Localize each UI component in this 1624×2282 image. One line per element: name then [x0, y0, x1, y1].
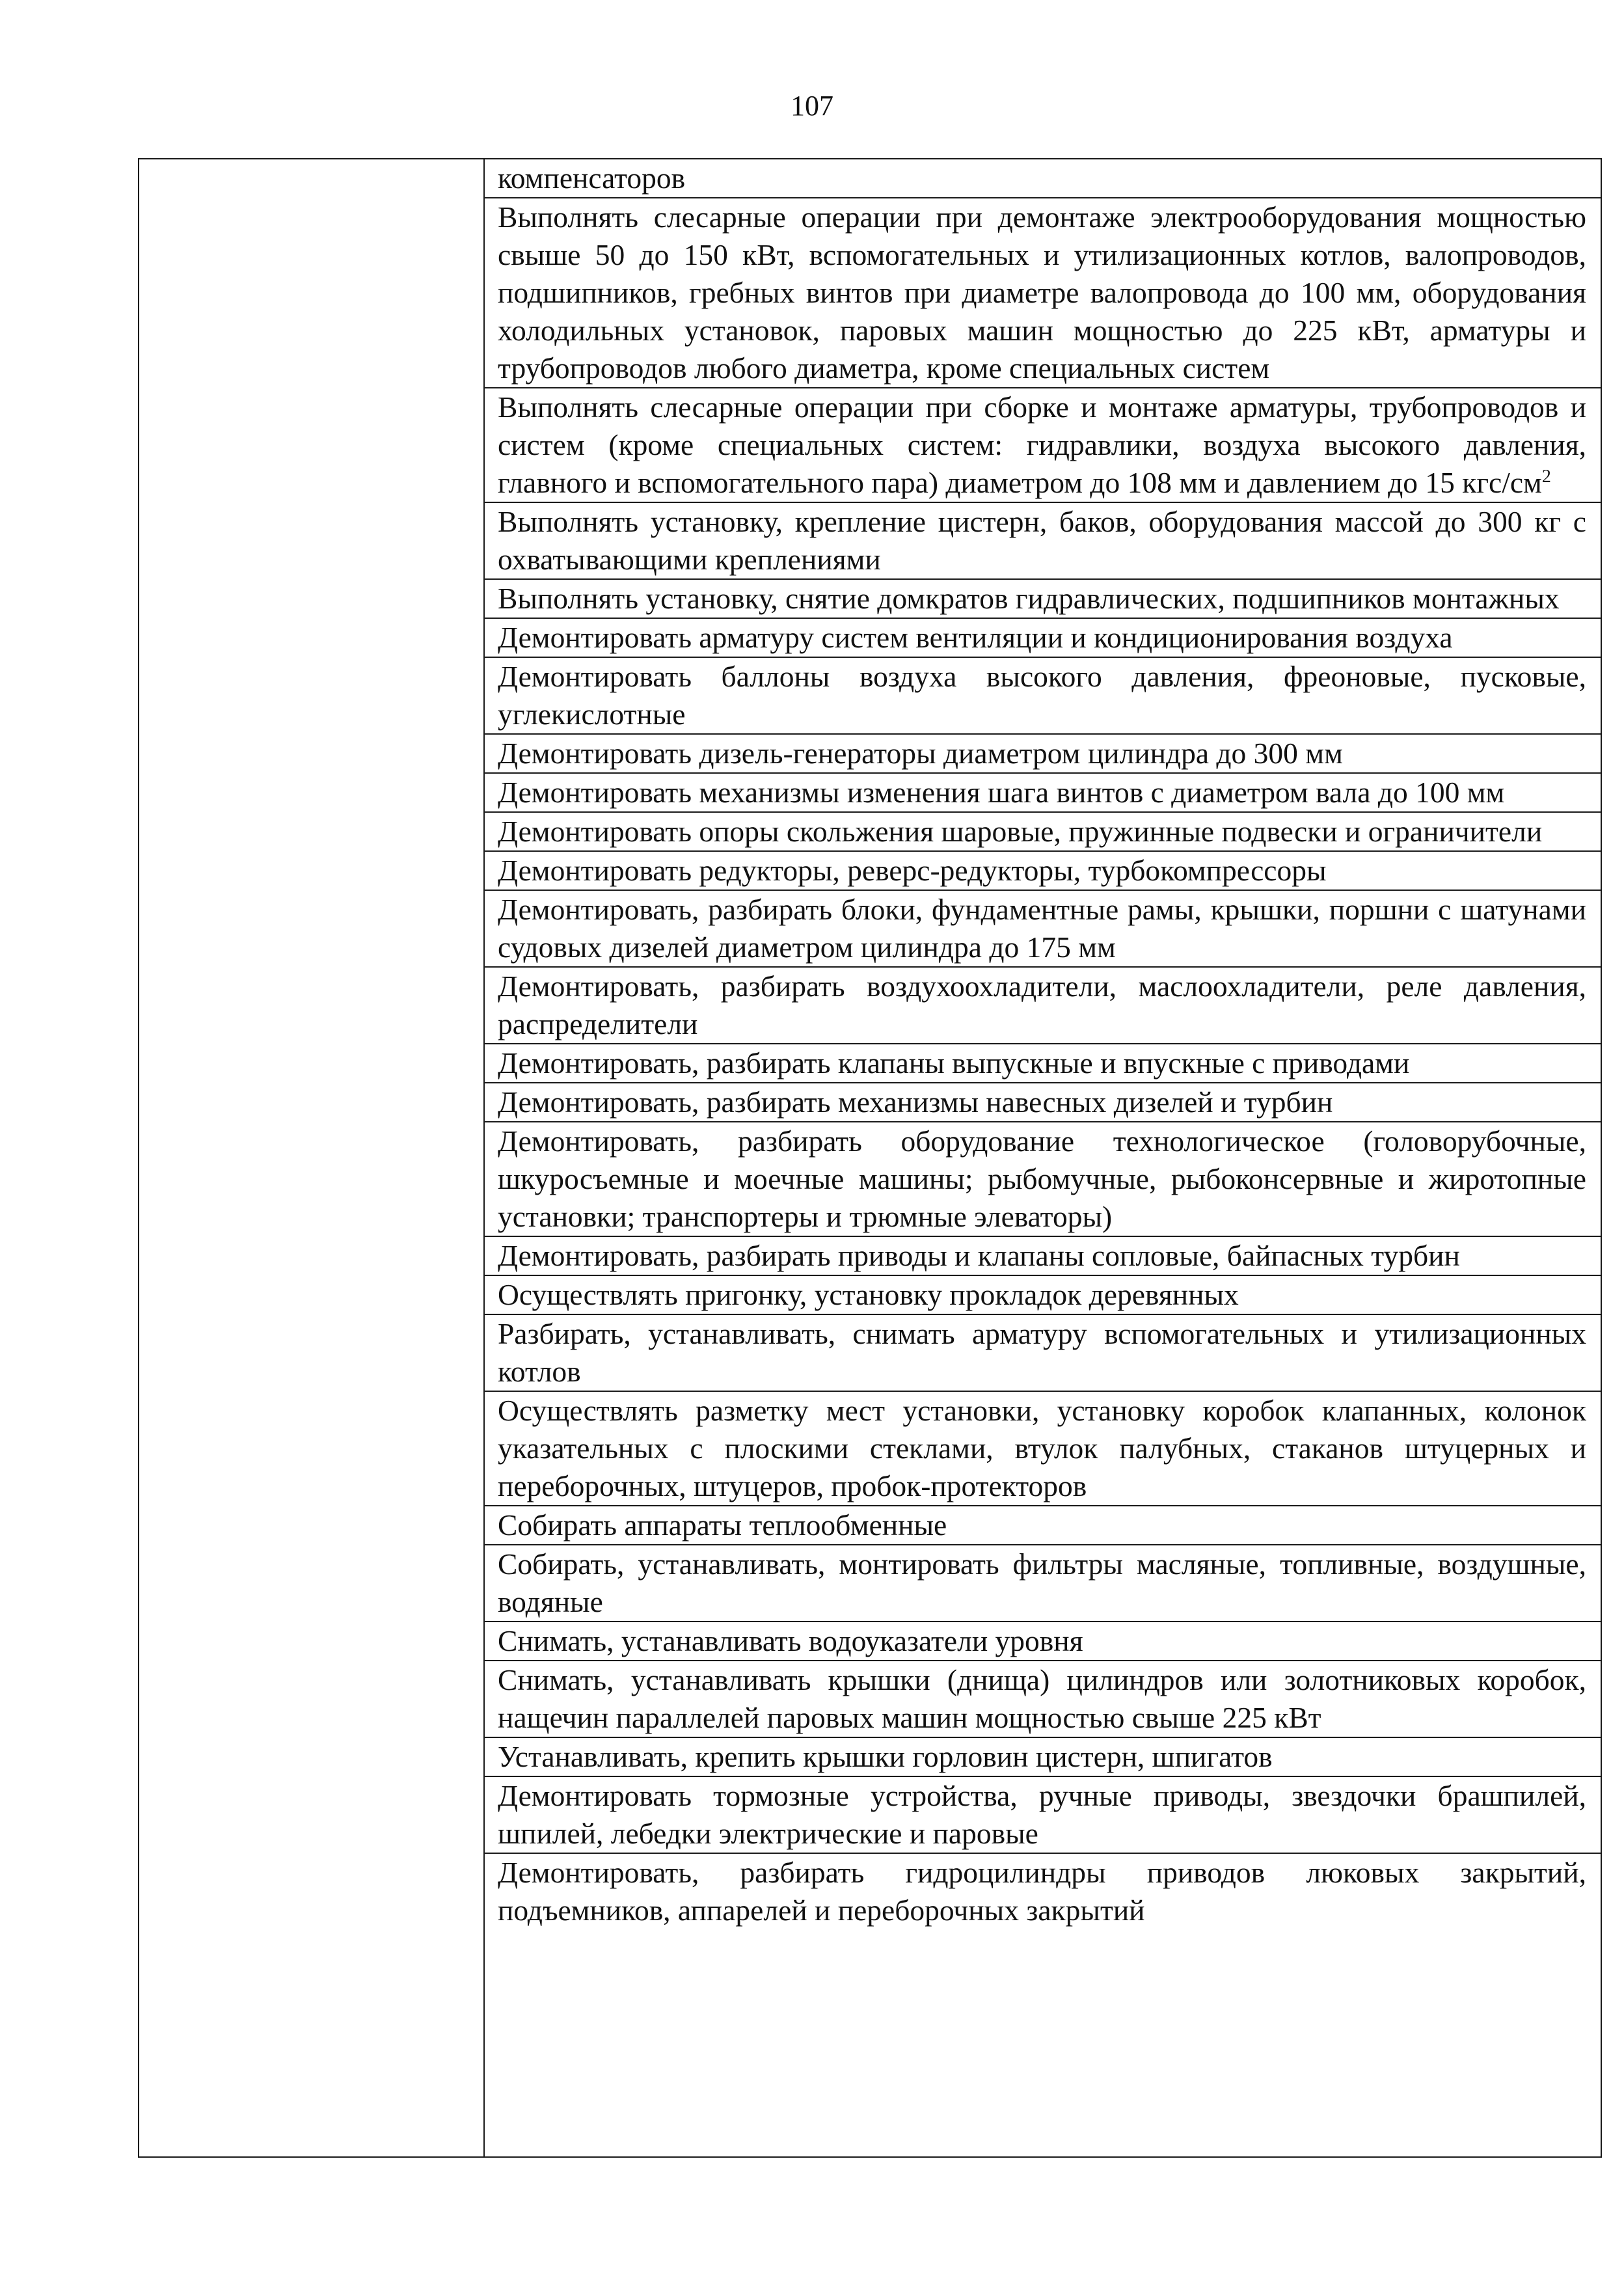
list-item: Собирать, устанавливать, монтировать фильтры масляные, топливные, воздушные, водяные — [485, 1545, 1601, 1622]
list-item: Демонтировать дизель-генераторы диаметром цилиндра до 300 мм — [485, 735, 1601, 774]
superscript: 2 — [1541, 466, 1551, 487]
list-item: Демонтировать, разбирать приводы и клапаны сопловые, байпасных турбин — [485, 1237, 1601, 1276]
work-items-table — [138, 158, 1602, 2158]
list-item: Выполнять установку, снятие домкратов гидравлических, подшипников монтажных — [485, 580, 1601, 619]
list-item: Демонтировать механизмы изменения шага винтов с диаметром вала до 100 мм — [485, 774, 1601, 813]
list-item: Демонтировать редукторы, реверс-редукторы, турбокомпрессоры — [485, 852, 1601, 891]
list-item: Демонтировать опоры скольжения шаровые, пружинные подвески и ограничители — [485, 813, 1601, 852]
page-number: 107 — [791, 90, 833, 122]
empty-left-cell — [139, 159, 484, 2157]
list-item: Выполнять установку, крепление цистерн, баков, оборудования массой до 300 кг с охватывающими креплениями — [485, 503, 1601, 580]
list-item: Демонтировать баллоны воздуха высокого давления, фреоновые, пусковые, углекислотные — [485, 658, 1601, 735]
list-item — [485, 388, 1601, 503]
list-item: Демонтировать, разбирать воздухоохладители, маслоохладители, реле давления, распределители — [485, 968, 1601, 1044]
item-list — [485, 159, 1601, 2156]
list-item: Устанавливать, крепить крышки горловин цистерн, шпигатов — [485, 1738, 1601, 1777]
table-row — [139, 159, 1601, 2157]
list-item: Демонтировать арматуру систем вентиляции и кондиционирования воздуха — [485, 619, 1601, 658]
list-item: Выполнять слесарные операции при демонтаже электрооборудования мощностью свыше 50 до 150 кВт, вспомогательных и утилизационных котлов, валопроводов, подшипников, гребных винтов при диаметре валопровода до 100 мм, оборудования холодильных установок, паровых машин мощностью до 225 кВт, арматуры и трубопроводов любого диаметра, кроме специальных систем — [485, 198, 1601, 388]
list-item: Снимать, устанавливать водоуказатели уровня — [485, 1622, 1601, 1661]
list-item: Осуществлять пригонку, установку прокладок деревянных — [485, 1276, 1601, 1315]
list-item: Демонтировать, разбирать клапаны выпускные и впускные с приводами — [485, 1044, 1601, 1083]
list-item: Разбирать, устанавливать, снимать арматуру вспомогательных и утилизационных котлов — [485, 1315, 1601, 1392]
list-item: компенсаторов — [485, 159, 1601, 198]
list-item: Демонтировать, разбирать блоки, фундаментные рамы, крышки, поршни с шатунами судовых дизелей диаметром цилиндра до 175 мм — [485, 891, 1601, 968]
list-item: Снимать, устанавливать крышки (днища) цилиндров или золотниковых коробок, нащечин параллелей паровых машин мощностью свыше 225 кВт — [485, 1661, 1601, 1738]
list-item: Осуществлять разметку мест установки, установку коробок клапанных, колонок указательных с плоскими стеклами, втулок палубных, стаканов штуцерных и переборочных, штуцеров, пробок-протекторов — [485, 1392, 1601, 1506]
list-item: Демонтировать, разбирать механизмы навесных дизелей и турбин — [485, 1083, 1601, 1122]
list-item: Демонтировать тормозные устройства, ручные приводы, звездочки брашпилей, шпилей, лебедки электрические и паровые — [485, 1777, 1601, 1854]
list-item: Демонтировать, разбирать гидроцилиндры приводов люковых закрытий, подъемников, аппарелей и переборочных закрытий — [498, 1856, 1586, 1927]
list-item: Собирать аппараты теплообменные — [485, 1506, 1601, 1545]
list-item: Демонтировать, разбирать оборудование технологическое (головорубочные, шкуросъемные и моечные машины; рыбомучные, рыбоконсервные и жиротопные установки; транспортеры и трюмные элеваторы) — [485, 1122, 1601, 1237]
items-cell — [484, 159, 1601, 2157]
list-item-text: Выполнять слесарные операции при сборке и монтаже арматуры, трубопроводов и систем (кроме специальных систем: гидравлики, воздуха высокого давления, главного и вспомогательного пара) диаметром до 108 мм и давлением до 15 кгс/см — [498, 390, 1586, 499]
